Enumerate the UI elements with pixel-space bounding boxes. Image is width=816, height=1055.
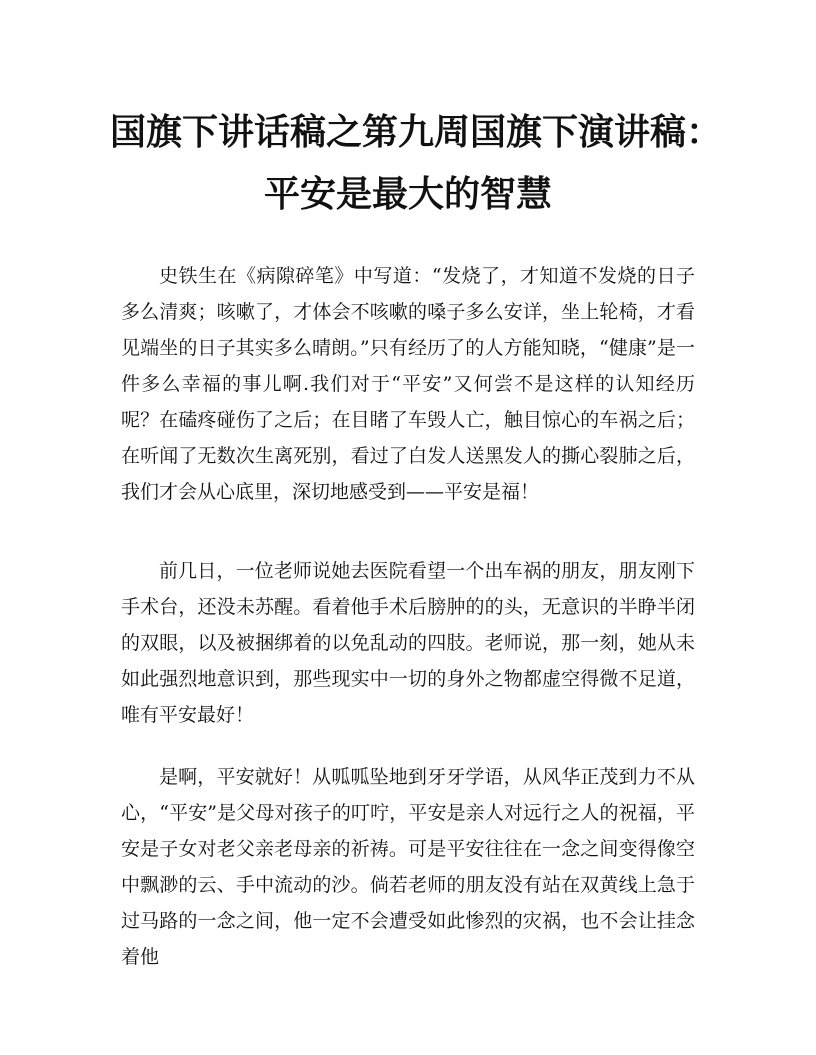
paragraph-2-container <box>121 553 695 733</box>
body-paragraph: 史铁生在《病隙碎笔》中写道：“发烧了，才知道不发烧的日子多么清爽；咳嗽了，才体会不咳嗽的嗓子多么安详，坐上轮椅，才看见端坐的日子其实多么晴朗。”只有经历了的人方能知晓，“健康”是一件多么幸福的事儿啊.我们对于“平安”又何尝不是这样的认知经历呢？在磕疼碰伤了之后；在目睹了车毁人亡，触目惊心的车祸之后；在听闻了无数次生离死别，看过了白发人送黑发人的撕心裂肺之后，我们才会从心底里，深切地感受到——平安是福！ <box>121 265 695 503</box>
paragraph-3-container <box>121 759 695 975</box>
body-paragraph: 前几日，一位老师说她去医院看望一个出车祸的朋友，朋友刚下手术台，还没未苏醒。看着他手术后膀肿的的头，无意识的半睁半闭的双眼，以及被捆绑着的以免乱动的四肢。老师说，那一刻，她从未如此强烈地意识到，那些现实中一切的身外之物都虚空得微不足道，唯有平安最好！ <box>121 560 695 726</box>
body-paragraph: 是啊，平安就好！从呱呱坠地到牙牙学语，从风华正茂到力不从心，“平安”是父母对孩子的叮咛，平安是亲人对远行之人的祝福，平安是子女对老父亲老母亲的祈祷。可是平安往往在一念之间变得像空中飘渺的云、手中流动的沙。倘若老师的朋友没有站在双黄线上急于过马路的一念之间，他一定不会遭受如此惨烈的灾祸，也不会让挂念着他 <box>121 766 695 968</box>
document-title-line-1: 国旗下讲话稿之第九周国旗下演讲稿： <box>110 111 723 153</box>
document-title-line-2: 平安是最大的智慧 <box>263 173 552 215</box>
paragraph-1-container <box>121 258 695 510</box>
